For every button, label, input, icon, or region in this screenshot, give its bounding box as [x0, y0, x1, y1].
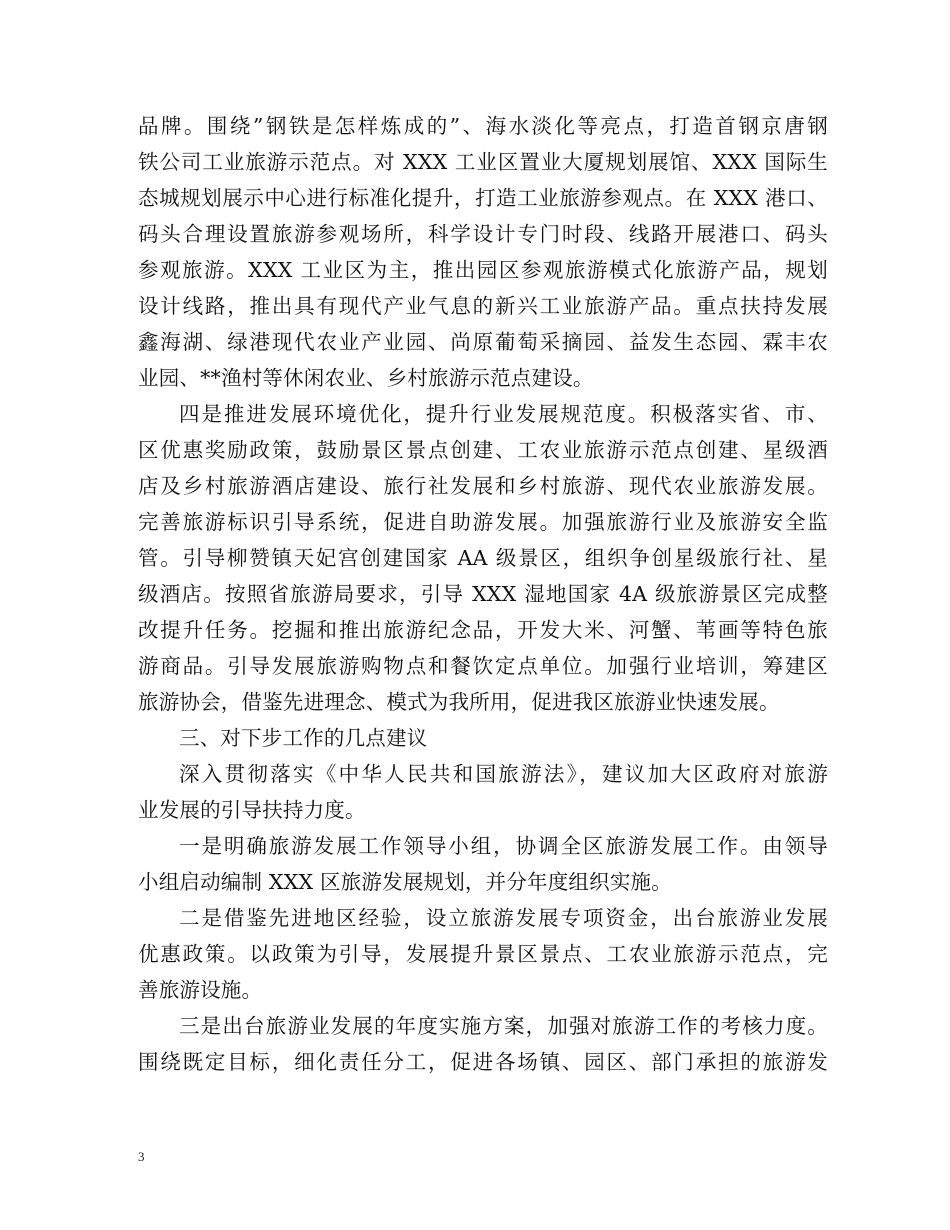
text-line: 善旅游设施。 [138, 978, 263, 1002]
text-line: 围绕既定目标，细化责任分工，促进各场镇、园区、部门承担的旅游发 [138, 1050, 828, 1074]
text-line: 管。引导柳赞镇天妃宫创建国家 AA 级景区，组织争创星级旅行社、星 [138, 546, 828, 570]
text-line: 深入贯彻落实《中华人民共和国旅游法》，建议加大区政府对旅游 [179, 762, 828, 786]
text-line: 一是明确旅游发展工作领导小组，协调全区旅游发展工作。由领导 [179, 834, 828, 858]
text-line: 区优惠奖励政策，鼓励景区景点创建、工农业旅游示范点创建、星级酒 [138, 438, 828, 462]
text-line: 鑫海湖、绿港现代农业产业园、尚原葡萄采摘园、益发生态园、霖丰农 [138, 330, 828, 354]
body-text [138, 108, 828, 1080]
text-line: 小组启动编制 XXX 区旅游发展规划，并分年度组织实施。 [138, 870, 672, 894]
text-line: 品牌。围绕”钢铁是怎样炼成的”、海水淡化等亮点，打造首钢京唐钢 [138, 114, 828, 138]
text-line: 四是推进发展环境优化，提升行业发展规范度。积极落实省、市、 [179, 402, 828, 426]
text-line: 参观旅游。XXX 工业区为主，推出园区参观旅游模式化旅游产品，规划 [138, 258, 828, 282]
text-line: 优惠政策。以政策为引导，发展提升景区景点、工农业旅游示范点，完 [138, 942, 828, 966]
text-line: 店及乡村旅游酒店建设、旅行社发展和乡村旅游、现代农业旅游发展。 [138, 474, 828, 498]
text-line: 三是出台旅游业发展的年度实施方案，加强对旅游工作的考核力度。 [179, 1014, 828, 1038]
text-line: 设计线路，推出具有现代产业气息的新兴工业旅游产品。重点扶持发展 [138, 294, 828, 318]
text-line: 旅游协会，借鉴先进理念、模式为我所用，促进我区旅游业快速发展。 [138, 690, 780, 714]
text-line: 游商品。引导发展旅游购物点和餐饮定点单位。加强行业培训，筹建区 [138, 654, 828, 678]
text-line: 二是借鉴先进地区经验，设立旅游发展专项资金，出台旅游业发展 [179, 906, 828, 930]
text-line: 铁公司工业旅游示范点。对 XXX 工业区置业大厦规划展馆、XXX 国际生 [138, 150, 828, 174]
page-number: 3 [138, 1149, 145, 1164]
text-line: 态城规划展示中心进行标准化提升，打造工业旅游参观点。在 XXX 港口、 [138, 186, 828, 210]
text-line: 改提升任务。挖掘和推出旅游纪念品，开发大米、河蟹、苇画等特色旅 [138, 618, 828, 642]
text-line: 完善旅游标识引导系统，促进自助游发展。加强旅游行业及旅游安全监 [138, 510, 828, 534]
text-line: 业发展的引导扶持力度。 [138, 798, 366, 822]
text-line: 码头合理设置旅游参观场所，科学设计专门时段、线路开展港口、码头 [138, 222, 828, 246]
text-line: 级酒店。按照省旅游局要求，引导 XXX 湿地国家 4A 级旅游景区完成整 [138, 582, 828, 606]
text-line: 三、对下步工作的几点建议 [179, 726, 428, 750]
text-line: 业园、**渔村等休闲农业、乡村旅游示范点建设。 [138, 366, 594, 390]
